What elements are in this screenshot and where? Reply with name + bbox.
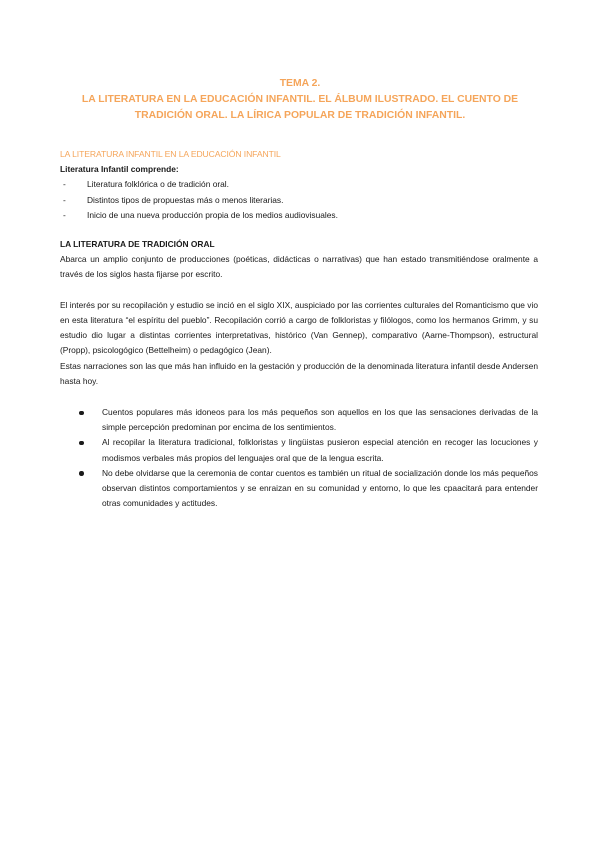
paragraph-history: El interés por su recopilación y estudio se inció en el siglo XIX, auspiciado por las corrientes culturales del Romanticismo que vio en esta literatura “el espíritu del pueblo”. Recopilación corrió a cargo de folkloristas y filólogos, como los hermanos Grimm, y su estudio dio lugar a distintas corrientes interpretativas, histórico (Van Gennep), comparativo (Aarne-Thompson), estructural (Propp), psicologógico (Bettelheim) o pedagógico (Jean).	[60, 299, 538, 356]
section-heading-literatura-infantil: LA LITERATURA INFANTIL EN LA EDUCACIÓN INFANTIL	[60, 149, 281, 159]
dash-bullet-icon: -	[63, 179, 66, 190]
literatura-infantil-label: Literatura Infantil comprende:	[60, 164, 179, 175]
list-item-text: Distintos tipos de propuestas más o menos literarias.	[87, 194, 284, 205]
dash-bullet-icon: -	[63, 209, 66, 220]
section-heading-tradicion-oral: LA LITERATURA DE TRADICIÓN ORAL	[60, 239, 215, 250]
list-item	[60, 177, 538, 192]
bullet-dot-icon	[79, 441, 84, 446]
document-body	[60, 147, 538, 511]
bullet-dot-icon	[79, 471, 84, 476]
title-line-2: TRADICIÓN ORAL. LA LÍRICA POPULAR DE TRADICIÓN INFANTIL.	[134, 110, 466, 121]
list-item-text: Cuentos populares más idoneos para los más pequeños son aquellos en los que las sensaciones derivadas de la simple percepción predominan por encima de los sentimientos.	[102, 407, 538, 433]
list-item-text: Inicio de una nueva producción propia de los medios audiovisuales.	[87, 209, 338, 220]
literatura-infantil-list	[60, 177, 538, 223]
bullet-dot-icon	[79, 411, 84, 416]
paragraph-spacer	[60, 283, 538, 298]
list-item	[79, 466, 538, 512]
dash-bullet-icon: -	[63, 194, 66, 205]
list-item	[79, 405, 538, 435]
tradicion-oral-bullet-list	[60, 405, 538, 511]
title-line-topic-number: TEMA 2.	[279, 78, 321, 89]
list-item	[79, 435, 538, 465]
document-title	[60, 76, 540, 124]
list-item-text: No debe olvidarse que la ceremonia de contar cuentos es también un ritual de socialización donde los más pequeños observan distintos comportamientos y se enraizan en su comunidad y entorno, lo que les cpaacitará para entender otras comunidades y actitudes.	[102, 467, 538, 509]
list-item-text: Al recopilar la literatura tradicional, folkloristas y lingüistas pusieron especial atención en recoger las locuciones y modismos verbales más propios del lenguajes oral que de la lengua escrita.	[102, 437, 538, 463]
paragraph-influence: Estas narraciones son las que más han influido en la gestación y producción de la denominada literatura infantil desde Andersen hasta hoy.	[60, 360, 538, 386]
title-line-1: LA LITERATURA EN LA EDUCACIÓN INFANTIL. EL ÁLBUM ILUSTRADO. EL CUENTO DE	[81, 94, 519, 105]
list-item	[60, 208, 538, 223]
paragraph-definition: Abarca un amplio conjunto de producciones (poéticas, didácticas o narrativas) que han estado transmitiéndose oralmente a través de los siglos hasta fijarse por escrito.	[60, 254, 538, 280]
list-item-text: Literatura folklórica o de tradición oral.	[87, 179, 229, 190]
list-item	[60, 193, 538, 208]
